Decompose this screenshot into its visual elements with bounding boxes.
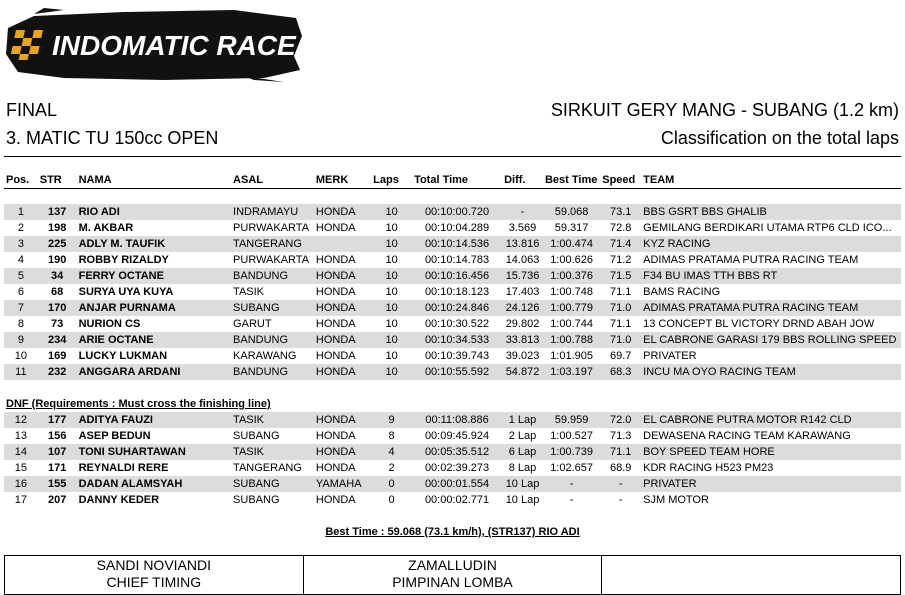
- result-row: [4, 316, 901, 332]
- cell-nama: LUCKY LUKMAN: [78, 350, 168, 362]
- cell-team: DEWASENA RACING TEAM KARAWANG: [643, 430, 851, 442]
- cell-laps: 4: [371, 444, 412, 460]
- cell-nama: ROBBY RIZALDY: [78, 254, 169, 266]
- cell-asal: GARUT: [233, 318, 272, 330]
- cell-pos: 5: [4, 268, 38, 284]
- col-header[interactable]: Laps: [373, 174, 399, 186]
- cell-nama: ADLY M. TAUFIK: [77, 236, 231, 252]
- cell-str: 137: [38, 204, 77, 220]
- cell-str: 177: [38, 412, 77, 428]
- cell-pos: 1: [4, 204, 38, 220]
- cell-best: 1:00.739: [543, 444, 600, 460]
- cell-laps: 2: [388, 462, 395, 474]
- cell-nama: ASEP BEDUN: [78, 430, 151, 442]
- dnf-row: [4, 412, 901, 428]
- cell-total: 00:10:39.743: [424, 350, 490, 362]
- cell-total: 00:11:08.886: [412, 412, 502, 428]
- cell-pos: 2: [17, 222, 24, 234]
- cell-diff: 33.813: [502, 332, 543, 348]
- result-row: [4, 252, 901, 268]
- cell-diff: 3.569: [508, 222, 537, 234]
- cell-laps: 10: [385, 254, 398, 266]
- cell-asal: BANDUNG: [231, 332, 314, 348]
- cell-pos: 12: [4, 412, 38, 428]
- cell-best: 1:00.748: [550, 286, 594, 298]
- cell-speed: 71.1: [600, 444, 641, 460]
- cell-merk: HONDA: [315, 462, 356, 474]
- cell-merk: HONDA: [315, 286, 356, 298]
- cell-nama: M. AKBAR: [78, 222, 134, 234]
- cell-best: 1:00.744: [550, 318, 594, 330]
- cell-best: 1:00.788: [543, 332, 600, 348]
- cell-best: 1:02.657: [550, 462, 594, 474]
- col-header[interactable]: Speed: [602, 174, 636, 186]
- cell-best: 59.959: [543, 412, 600, 428]
- cell-total: 00:09:45.924: [424, 430, 490, 442]
- cell-laps: 10: [371, 364, 412, 380]
- cell-asal: TASIK: [233, 286, 265, 298]
- cell-diff: 17.403: [505, 286, 540, 298]
- cell-speed: 71.3: [609, 430, 632, 442]
- cell-merk: HONDA: [314, 300, 371, 316]
- cell-merk: HONDA: [315, 222, 356, 234]
- cell-speed: -: [600, 476, 641, 492]
- cell-str: 198: [48, 222, 67, 234]
- cell-asal: INDRAMAYU: [231, 204, 314, 220]
- cell-str: 170: [38, 300, 77, 316]
- cell-merk: HONDA: [314, 444, 371, 460]
- cell-pos: 11: [4, 364, 38, 380]
- logo-text: INDOMATIC RACE: [52, 30, 296, 61]
- cell-speed: 72.0: [600, 412, 641, 428]
- cell-team: PRIVATER: [641, 476, 901, 492]
- cell-team: KYZ RACING: [641, 236, 901, 252]
- cell-laps: 10: [385, 350, 398, 362]
- result-row: [4, 268, 901, 284]
- dnf-row: [4, 444, 901, 460]
- col-header[interactable]: STR: [39, 174, 62, 186]
- col-header[interactable]: NAMA: [78, 174, 112, 186]
- cell-speed: 69.7: [609, 350, 632, 362]
- cell-asal: TASIK: [231, 412, 314, 428]
- event-title: 3. MATIC TU 150cc OPEN: [6, 128, 219, 148]
- cell-speed: -: [618, 494, 623, 506]
- cell-laps: 10: [371, 300, 412, 316]
- cell-best: 1:00.376: [543, 268, 600, 284]
- cell-pos: 10: [14, 350, 27, 362]
- cell-merk: HONDA: [314, 412, 371, 428]
- cell-team: BOY SPEED TEAM HORE: [641, 444, 901, 460]
- cell-best: 59.068: [543, 204, 600, 220]
- cell-pos: 13: [14, 430, 27, 442]
- cell-laps: 10: [371, 268, 412, 284]
- cell-str: 225: [38, 236, 77, 252]
- cell-speed: 68.9: [609, 462, 632, 474]
- result-row: [4, 220, 901, 236]
- cell-nama: ADITYA FAUZI: [77, 412, 231, 428]
- cell-diff: -: [502, 204, 543, 220]
- col-header[interactable]: Best Time: [544, 174, 598, 186]
- signature-role: CHIEF TIMING: [106, 574, 202, 590]
- col-header[interactable]: Total Time: [414, 174, 469, 186]
- cell-str: 155: [38, 476, 77, 492]
- signature-box: [602, 556, 901, 595]
- cell-asal: PURWAKARTA: [233, 222, 310, 234]
- signature-role: PIMPINAN LOMBA: [392, 574, 513, 590]
- result-row: [4, 364, 901, 380]
- cell-diff: 2 Lap: [508, 430, 537, 442]
- cell-str: 232: [38, 364, 77, 380]
- cell-total: 00:00:01.554: [412, 476, 502, 492]
- cell-pos: 3: [4, 236, 38, 252]
- cell-laps: 9: [371, 412, 412, 428]
- cell-asal: PURWAKARTA: [233, 254, 310, 266]
- cell-laps: 10: [385, 318, 398, 330]
- cell-diff: 29.802: [505, 318, 540, 330]
- dnf-title: DNF (Requirements : Must cross the finishing line): [6, 398, 271, 410]
- cell-pos: 15: [14, 462, 27, 474]
- cell-nama: REYNALDI RERE: [78, 462, 169, 474]
- col-header[interactable]: Diff.: [504, 174, 526, 186]
- cell-pos: 16: [4, 476, 38, 492]
- cell-total: 00:00:02.771: [424, 494, 490, 506]
- cell-total: 00:10:34.533: [412, 332, 502, 348]
- cell-pos: 6: [17, 286, 24, 298]
- cell-diff: 13.816: [502, 236, 543, 252]
- cell-diff: 14.063: [505, 254, 540, 266]
- cell-str: 190: [48, 254, 67, 266]
- cell-nama: RIO ADI: [77, 204, 231, 220]
- cell-team: ADIMAS PRATAMA PUTRA RACING TEAM: [641, 300, 901, 316]
- cell-merk: HONDA: [315, 494, 356, 506]
- cell-asal: SUBANG: [231, 300, 314, 316]
- cell-nama: ANJAR PURNAMA: [77, 300, 231, 316]
- session-title: FINAL: [6, 100, 58, 120]
- cell-total: 00:10:04.289: [424, 222, 490, 234]
- cell-nama: FERRY OCTANE: [77, 268, 231, 284]
- cell-team: ADIMAS PRATAMA PUTRA RACING TEAM: [643, 254, 859, 266]
- signature-name: SANDI NOVIANDI: [96, 557, 211, 573]
- cell-total: 00:05:35.512: [412, 444, 502, 460]
- cell-asal: BANDUNG: [231, 268, 314, 284]
- results-table: [4, 204, 901, 380]
- cell-diff: 1 Lap: [502, 412, 543, 428]
- cell-merk: HONDA: [315, 318, 356, 330]
- cell-asal: TASIK: [231, 444, 314, 460]
- cell-str: 73: [51, 318, 64, 330]
- cell-speed: 71.2: [609, 254, 632, 266]
- cell-pos: 4: [17, 254, 24, 266]
- cell-pos: 14: [4, 444, 38, 460]
- cell-total: 00:10:18.123: [424, 286, 490, 298]
- cell-pos: 8: [17, 318, 24, 330]
- column-header-table: [4, 172, 901, 188]
- col-header[interactable]: ASAL: [233, 174, 263, 186]
- cell-pos: 7: [4, 300, 38, 316]
- cell-total: 00:10:00.720: [412, 204, 502, 220]
- cell-best: 1:03.197: [543, 364, 600, 380]
- cell-laps: 8: [388, 430, 395, 442]
- cell-team: EL CABRONE GARASI 179 BBS ROLLING SPEED: [641, 332, 901, 348]
- cell-speed: 71.0: [600, 300, 641, 316]
- cell-best: -: [569, 494, 574, 506]
- cell-asal: TANGERANG: [231, 236, 314, 252]
- cell-str: 34: [38, 268, 77, 284]
- cell-speed: 71.1: [609, 318, 632, 330]
- cell-best: 1:00.527: [550, 430, 594, 442]
- result-row: [4, 204, 901, 220]
- cell-str: 68: [51, 286, 64, 298]
- cell-laps: 10: [371, 236, 412, 252]
- cell-merk: HONDA: [315, 350, 356, 362]
- cell-total: 00:10:24.846: [412, 300, 502, 316]
- cell-best: 1:00.474: [543, 236, 600, 252]
- result-row: [4, 300, 901, 316]
- dnf-row: [4, 428, 901, 444]
- cell-merk: [314, 236, 371, 252]
- cell-team: SJM MOTOR: [643, 494, 709, 506]
- cell-team: BAMS RACING: [643, 286, 721, 298]
- cell-nama: ANGGARA ARDANI: [77, 364, 231, 380]
- cell-best: 1:00.779: [543, 300, 600, 316]
- cell-speed: 68.3: [600, 364, 641, 380]
- cell-asal: SUBANG: [231, 476, 314, 492]
- cell-merk: YAMAHA: [314, 476, 371, 492]
- header-divider: [4, 156, 901, 157]
- cell-team: 13 CONCEPT BL VICTORY DRND ABAH JOW: [643, 318, 875, 330]
- cell-total: 00:02:39.273: [424, 462, 490, 474]
- cell-merk: HONDA: [315, 254, 356, 266]
- cell-asal: SUBANG: [233, 430, 280, 442]
- cell-speed: 71.4: [600, 236, 641, 252]
- col-header[interactable]: Pos.: [6, 174, 30, 186]
- cell-asal: SUBANG: [233, 494, 280, 506]
- cell-team: F34 BU IMAS TTH BBS RT: [641, 268, 901, 284]
- cell-best: 59.317: [554, 222, 589, 234]
- cell-total: 00:10:30.522: [424, 318, 490, 330]
- cell-total: 00:10:55.592: [412, 364, 502, 380]
- cell-diff: 39.023: [505, 350, 540, 362]
- cell-str: 234: [38, 332, 77, 348]
- result-row: [4, 236, 901, 252]
- cell-merk: HONDA: [314, 268, 371, 284]
- dnf-table: [4, 412, 901, 508]
- column-header-row: [4, 172, 901, 188]
- cell-team: KDR RACING H523 PM23: [643, 462, 774, 474]
- signature-table: [4, 555, 901, 595]
- cell-total: 00:10:14.536: [412, 236, 502, 252]
- cell-team: GEMILANG BERDIKARI UTAMA RTP6 CLD ICO...: [643, 222, 892, 234]
- result-row: [4, 284, 901, 300]
- cell-laps: 10: [371, 204, 412, 220]
- cell-merk: HONDA: [315, 430, 356, 442]
- cell-asal: KARAWANG: [233, 350, 297, 362]
- cell-total: 00:10:16.456: [412, 268, 502, 284]
- cell-laps: 0: [388, 494, 395, 506]
- cell-laps: 0: [371, 476, 412, 492]
- cell-speed: 71.5: [600, 268, 641, 284]
- cell-str: 171: [48, 462, 67, 474]
- cell-str: 207: [48, 494, 67, 506]
- cell-total: 00:10:14.783: [424, 254, 490, 266]
- cell-diff: 8 Lap: [508, 462, 537, 474]
- circuit-title: SIRKUIT GERY MANG - SUBANG (1.2 km): [550, 100, 899, 120]
- cell-best: -: [543, 476, 600, 492]
- cell-speed: 71.1: [609, 286, 632, 298]
- cell-diff: 24.126: [502, 300, 543, 316]
- cell-best: 1:01.905: [550, 350, 594, 362]
- col-header[interactable]: MERK: [315, 174, 349, 186]
- dnf-row: [4, 492, 901, 508]
- signature-name: ZAMALLUDIN: [408, 557, 497, 573]
- cell-nama: TONI SUHARTAWAN: [77, 444, 231, 460]
- cell-pos: 17: [14, 494, 27, 506]
- cell-asal: TANGERANG: [233, 462, 302, 474]
- cell-pos: 9: [4, 332, 38, 348]
- cell-diff: 15.736: [502, 268, 543, 284]
- cell-str: 156: [48, 430, 67, 442]
- indomatic-race-logo: [4, 6, 304, 82]
- cell-team: EL CABRONE PUTRA MOTOR R142 CLD: [641, 412, 901, 428]
- cell-nama: DANNY KEDER: [78, 494, 160, 506]
- cell-merk: HONDA: [314, 204, 371, 220]
- cell-team: PRIVATER: [643, 350, 697, 362]
- cell-speed: 72.8: [609, 222, 632, 234]
- cell-best: 1:00.626: [550, 254, 594, 266]
- cell-diff: 54.872: [502, 364, 543, 380]
- cell-diff: 6 Lap: [502, 444, 543, 460]
- signature-box: [303, 556, 602, 595]
- cell-laps: 10: [385, 222, 398, 234]
- cell-team: INCU MA OYO RACING TEAM: [641, 364, 901, 380]
- dnf-row: [4, 460, 901, 476]
- cell-merk: HONDA: [314, 364, 371, 380]
- best-time-note: Best Time : 59.068 (73.1 km/h), (STR137) RIO ADI: [325, 526, 580, 538]
- cell-nama: DADAN ALAMSYAH: [77, 476, 231, 492]
- cell-speed: 71.0: [600, 332, 641, 348]
- column-header-divider: [4, 188, 901, 189]
- cell-diff: 10 Lap: [505, 494, 540, 506]
- cell-nama: SURYA UYA KUYA: [78, 286, 174, 298]
- cell-str: 107: [38, 444, 77, 460]
- cell-team: BBS GSRT BBS GHALIB: [641, 204, 901, 220]
- result-row: [4, 332, 901, 348]
- cell-nama: NURION CS: [78, 318, 141, 330]
- col-header[interactable]: TEAM: [643, 174, 675, 186]
- result-row: [4, 348, 901, 364]
- cell-laps: 10: [371, 332, 412, 348]
- cell-speed: 73.1: [600, 204, 641, 220]
- cell-merk: HONDA: [314, 332, 371, 348]
- cell-nama: ARIE OCTANE: [77, 332, 231, 348]
- cell-laps: 10: [385, 286, 398, 298]
- cell-asal: BANDUNG: [231, 364, 314, 380]
- dnf-row: [4, 476, 901, 492]
- classification-title: Classification on the total laps: [660, 128, 899, 148]
- cell-diff: 10 Lap: [502, 476, 543, 492]
- cell-str: 169: [48, 350, 67, 362]
- signature-box: [5, 556, 304, 595]
